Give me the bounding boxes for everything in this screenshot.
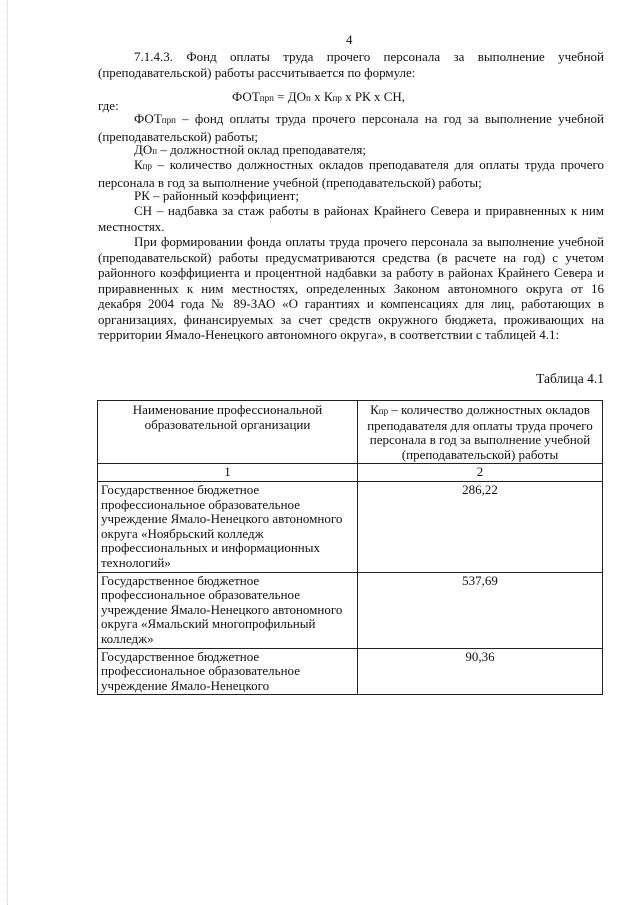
table-number-row	[98, 464, 603, 482]
formula-subscript: пр	[332, 93, 342, 103]
header-cell-kpr	[358, 401, 603, 464]
page-number: 4	[346, 32, 353, 47]
column-number-1: 1	[98, 464, 358, 482]
formula-subscript: п	[306, 93, 311, 103]
definition-subscript: п	[152, 146, 158, 156]
header-subscript: пр	[378, 406, 389, 416]
column-number-2: 2	[358, 464, 603, 482]
formula-part: х К	[310, 89, 333, 104]
header-term: К	[370, 402, 379, 417]
formula-part: ФОТ	[232, 89, 260, 104]
where-label: где:	[98, 98, 119, 113]
kpr-value-cell: 286,22	[358, 481, 603, 572]
definition-text: – должностной оклад преподавателя;	[157, 142, 366, 157]
org-name-cell: Государственное бюджетное профессиональное образовательное учреждение Ямало-Ненецкого автономного округа «Ямальский многопрофильный колледж»	[98, 572, 358, 648]
org-name-cell: Государственное бюджетное профессиональное образовательное учреждение Ямало-Ненецкого автономного округа «Ноябрьский колледж профессиональных и информационных технологий»	[98, 481, 358, 572]
definition-term: К	[134, 157, 143, 172]
formula-part: х РК х СН,	[341, 89, 406, 104]
definition-text: – количество должностных окладов преподавателя для оплаты труда прочего персонала в год за выполнение учебной (преподавательской) работы;	[98, 157, 604, 190]
kpr-value-cell: 537,69	[358, 572, 603, 648]
formula	[232, 89, 405, 107]
formula-part: = ДО	[273, 89, 306, 104]
table-caption: Таблица 4.1	[536, 371, 604, 386]
header-cell-org: Наименование профессиональной образовательной организации	[98, 401, 358, 464]
table-row	[98, 648, 603, 695]
table-header-row	[98, 401, 603, 464]
definition-term: ДО	[134, 142, 153, 157]
definition-rk: РК – районный коэффициент;	[134, 188, 299, 203]
definition-term: ФОТ	[134, 111, 162, 126]
definition-sn: СН – надбавка за стаж работы в районах Крайнего Севера и приравненных к ним местностях.	[98, 203, 604, 234]
header-text: – количество должностных окладов преподавателя для оплаты труда прочего персонала в год за выполнение учебной (преподавательской) работы	[367, 402, 593, 462]
formula-subscript: прп	[259, 93, 274, 103]
page-edge-line	[7, 0, 9, 905]
intro-paragraph: 7.1.4.3. Фонд оплаты труда прочего персонала за выполнение учебной (преподавательской) работы рассчитывается по формуле:	[98, 49, 604, 80]
table-4-1	[97, 400, 603, 695]
table-row	[98, 481, 603, 572]
definition-k	[98, 157, 604, 190]
definition-fot	[98, 111, 604, 144]
table-row	[98, 572, 603, 648]
definition-text: – фонд оплаты труда прочего персонала на год за выполнение учебной (преподавательской) работы;	[98, 111, 604, 144]
body-paragraph: При формировании фонда оплаты труда прочего персонала за выполнение учебной (преподавательской) работы предусматриваются средства (в расчете на год) с учетом районного коэффициента и процентной надбавки за работу в районах Крайнего Севера и приравненных к ним местностях, определенных Законом автономного округа от 16 декабря 2004 года № 89-ЗАО «О гарантиях и компенсациях для лиц, работающих в организациях, финансируемых за счет средств окружного бюджета, проживающих на территории Ямало-Ненецкого автономного округа», в соответствии с таблицей 4.1:	[98, 234, 604, 342]
org-name-cell: Государственное бюджетное профессиональное образовательное учреждение Ямало-Ненецкого	[98, 648, 358, 695]
definition-subscript: пр	[142, 161, 152, 171]
definition-subscript: прп	[161, 115, 176, 125]
kpr-value-cell: 90,36	[358, 648, 603, 695]
